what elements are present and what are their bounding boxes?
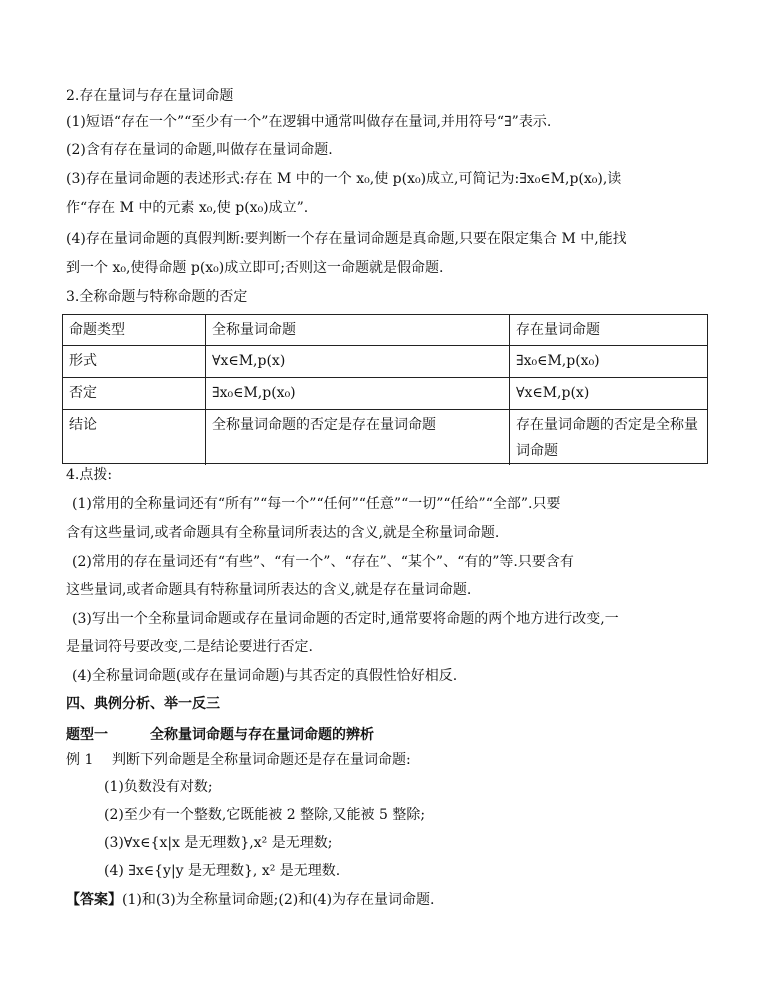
negation-table (62, 314, 708, 464)
section2-p2: (2)含有存在量词的命题,叫做存在量词命题. (66, 142, 333, 158)
table-cell: ∀x∈M,p(x) (205, 346, 509, 377)
table-row (63, 409, 707, 465)
section3-title: 3.全称命题与特称命题的否定 (66, 289, 248, 305)
table-cell: 全称量词命题的否定是存在量词命题 (205, 410, 509, 465)
table-header-universal: 全称量词命题 (205, 315, 509, 345)
section4-p3a: (3)写出一个全称量词命题或存在量词命题的否定时,通常要将命题的两个地方进行改变,一 (72, 611, 619, 627)
section4-p2b: 这些量词,或者命题具有特称量词所表达的含义,就是存在量词命题. (66, 582, 472, 598)
section4-title: 4.点拨: (66, 467, 113, 483)
answer-line (66, 890, 435, 910)
example1-item-2: (2)至少有一个整数,它既能被 2 整除,又能被 5 整除; (104, 807, 426, 823)
example1-item-1: (1)负数没有对数; (104, 779, 213, 795)
table-cell: 否定 (69, 385, 97, 401)
table-header-row (63, 315, 707, 345)
type1-title: 全称量词命题与存在量词命题的辨析 (150, 727, 374, 743)
table-cell: 形式 (69, 353, 97, 369)
type1-label: 题型一 (66, 727, 108, 743)
table-header-type: 命题类型 (69, 322, 125, 338)
table-header-existential: 存在量词命题 (509, 315, 709, 345)
example1-item-3: (3)∀x∈{x|x 是无理数},x² 是无理数; (104, 835, 333, 851)
table-cell: ∃x₀∈M,p(x₀) (509, 346, 709, 377)
answer-text: (1)和(3)为全称量词命题;(2)和(4)为存在量词命题. (122, 892, 435, 908)
table-cell: 结论 (69, 417, 97, 433)
section4-p1b: 含有这些量词,或者命题具有全称量词所表达的含义,就是全称量词命题. (66, 525, 500, 541)
section2-p4b: 到一个 x₀,使得命题 p(x₀)成立即可;否则这一命题就是假命题. (66, 260, 444, 276)
table-cell: ∃x₀∈M,p(x₀) (205, 378, 509, 409)
table-row (63, 345, 707, 377)
section4-p2a: (2)常用的存在量词还有“有些”、“有一个”、“存在”、“某个”、“有的”等.只要含有 (72, 554, 574, 570)
example1-item-4: (4) ∃x∈{y|y 是无理数}, x² 是无理数. (104, 863, 341, 879)
answer-label: 【答案】 (66, 892, 122, 908)
table-cell: ∀x∈M,p(x) (509, 378, 709, 409)
example1-label: 例 1 (66, 752, 94, 768)
section2-p4a: (4)存在量词命题的真假判断:要判断一个存在量词命题是真命题,只要在限定集合 M 中,能找 (66, 231, 627, 247)
table-cell: 存在量词命题的否定是全称量词命题 (509, 410, 709, 465)
heading-examples: 四、典例分析、举一反三 (66, 696, 220, 712)
section2-p1: (1)短语“存在一个”“至少有一个”在逻辑中通常叫做存在量词,并用符号“∃”表示. (66, 114, 552, 130)
section2-p3a: (3)存在量词命题的表述形式:存在 M 中的一个 x₀,使 p(x₀)成立,可简记为:∃x₀∈M,p(x₀),读 (66, 171, 622, 187)
section4-p1a: (1)常用的全称量词还有“所有”“每一个”“任何”“任意”“一切”“任给”“全部”.只要 (72, 496, 561, 512)
example1-prompt: 判断下列命题是全称量词命题还是存在量词命题: (112, 752, 411, 768)
table-row (63, 377, 707, 409)
section2-title: 2.存在量词与存在量词命题 (66, 88, 234, 104)
section2-p3b: 作“存在 M 中的元素 x₀,使 p(x₀)成立”. (66, 200, 309, 216)
section4-p4: (4)全称量词命题(或存在量词命题)与其否定的真假性恰好相反. (72, 668, 458, 684)
section4-p3b: 是量词符号要改变,二是结论要进行否定. (66, 639, 313, 655)
